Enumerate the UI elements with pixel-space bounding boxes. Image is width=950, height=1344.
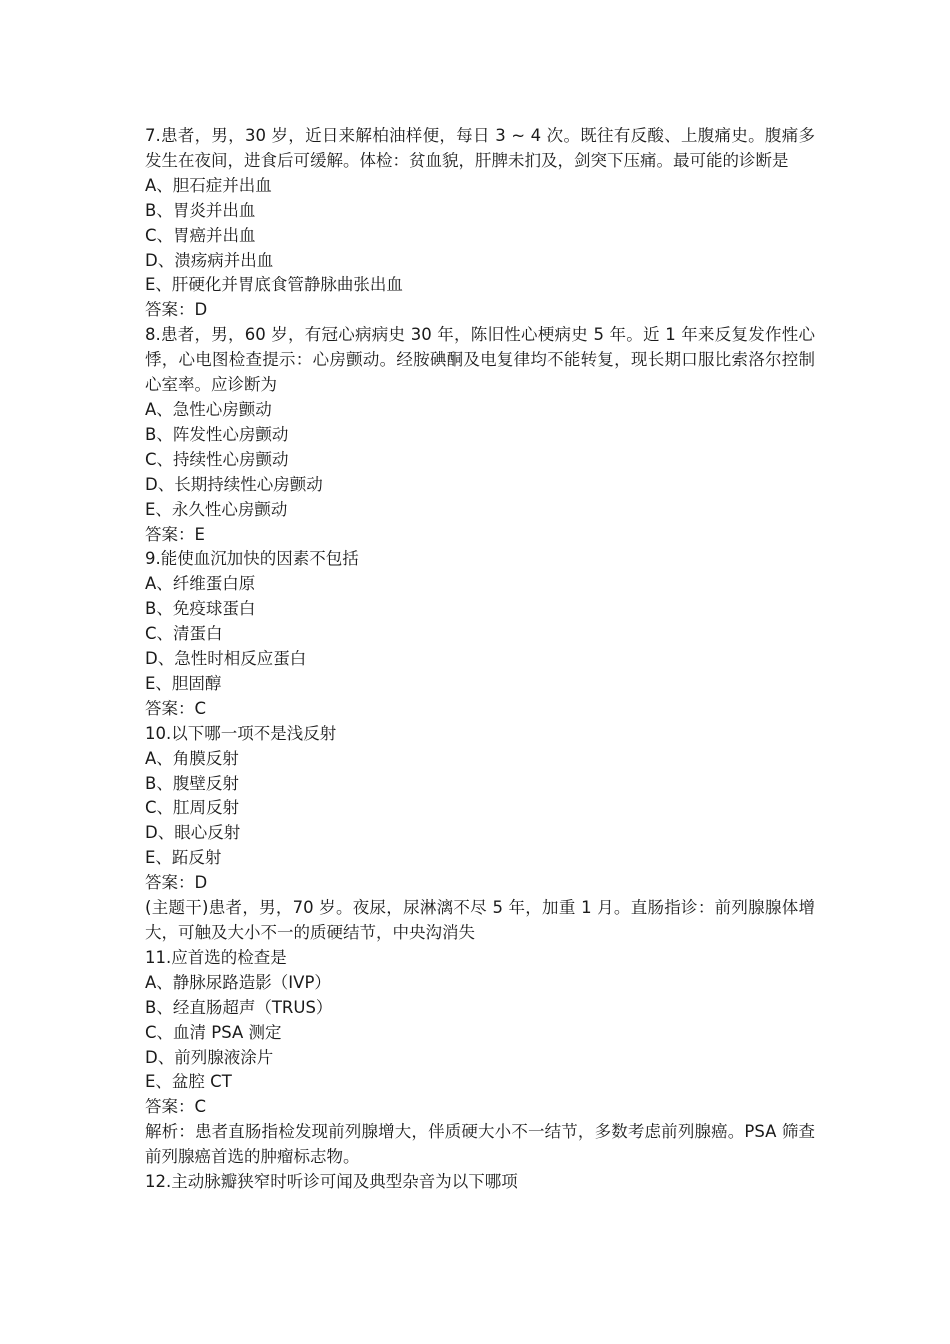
question-8-answer: 答案：E	[145, 524, 205, 544]
question-11-option-c: C、血清 PSA 测定	[145, 1022, 282, 1042]
question-9-answer: 答案：C	[145, 698, 207, 718]
case-stem: (主题干)患者，男，70 岁。夜尿，尿淋漓不尽 5 年，加重 1 月。直肠指诊：前列腺腺体增大，可触及大小不一的质硬结节，中央沟消失	[145, 898, 815, 942]
question-10-answer: 答案：D	[145, 873, 208, 893]
document-page	[145, 124, 815, 1195]
question-10-option-c: C、肛周反射	[145, 798, 240, 818]
question-8-option-e: E、永久性心房颤动	[145, 499, 288, 519]
question-7-option-e: E、肝硬化并胃底食管静脉曲张出血	[145, 275, 403, 295]
question-11-option-d: D、前列腺液涂片	[145, 1047, 274, 1067]
question-10-option-a: A、角膜反射	[145, 748, 239, 768]
question-9-option-d: D、急性时相反应蛋白	[145, 649, 307, 669]
question-9-stem: 9.能使血沉加快的因素不包括	[145, 549, 359, 569]
question-11-stem: 11.应首选的检查是	[145, 947, 287, 967]
question-7-option-b: B、胃炎并出血	[145, 200, 256, 220]
question-8-stem: 8.患者，男，60 岁，有冠心病病史 30 年，陈旧性心梗病史 5 年。近 1 年来反复发作性心悸，心电图检查提示：心房颤动。经胺碘酮及电复律均不能转复，现长期口服比索洛尔控制心室率。应诊断为	[145, 325, 815, 395]
question-8-option-d: D、长期持续性心房颤动	[145, 474, 323, 494]
question-8-option-b: B、阵发性心房颤动	[145, 424, 289, 444]
question-10-option-b: B、腹壁反射	[145, 773, 239, 793]
question-11-answer: 答案：C	[145, 1097, 207, 1117]
question-11-option-e: E、盆腔 CT	[145, 1072, 232, 1092]
question-8-option-a: A、急性心房颤动	[145, 399, 272, 419]
question-12-stem: 12.主动脉瓣狭窄时听诊可闻及典型杂音为以下哪项	[145, 1172, 518, 1192]
question-9-option-e: E、胆固醇	[145, 673, 222, 693]
question-10-option-e: E、跖反射	[145, 848, 222, 868]
question-9-option-c: C、清蛋白	[145, 624, 223, 644]
question-11-option-b: B、经直肠超声（TRUS）	[145, 997, 333, 1017]
question-9-option-a: A、纤维蛋白原	[145, 574, 256, 594]
question-10-option-d: D、眼心反射	[145, 823, 241, 843]
question-8-option-c: C、持续性心房颤动	[145, 449, 289, 469]
question-9-option-b: B、免疫球蛋白	[145, 599, 256, 619]
question-7-answer: 答案：D	[145, 300, 208, 320]
question-7-option-a: A、胆石症并出血	[145, 175, 272, 195]
question-11-option-a: A、静脉尿路造影（IVP）	[145, 972, 331, 992]
question-7-option-d: D、溃疡病并出血	[145, 250, 274, 270]
question-7-option-c: C、胃癌并出血	[145, 225, 256, 245]
question-7-stem: 7.患者，男，30 岁，近日来解柏油样便，每日 3 ~ 4 次。既往有反酸、上腹痛史。腹痛多发生在夜间，进食后可缓解。体检：贫血貌，肝脾未扪及，剑突下压痛。最可能的诊断是	[145, 126, 815, 170]
question-10-stem: 10.以下哪一项不是浅反射	[145, 723, 337, 743]
question-11-analysis: 解析：患者直肠指检发现前列腺增大，伴质硬大小不一结节，多数考虑前列腺癌。PSA 筛查前列腺癌首选的肿瘤标志物。	[145, 1122, 815, 1167]
